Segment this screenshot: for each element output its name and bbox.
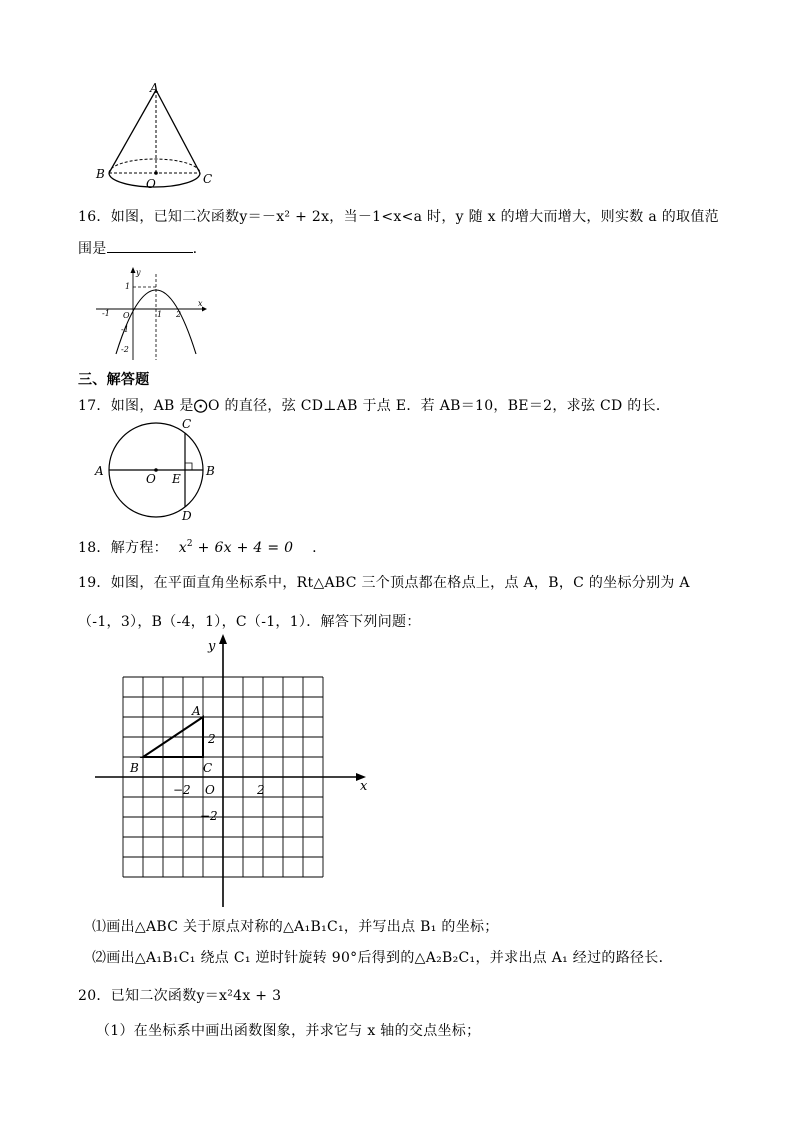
q19-text2: （-1，3），B（-4，1），C（-1，1）．解答下列问题：: [78, 614, 421, 630]
circle-label-a: A: [95, 464, 104, 478]
coordinate-grid: [90, 632, 380, 912]
circle-label-c: C: [182, 417, 192, 431]
q18-prefix: 18．解方程：: [78, 540, 168, 556]
q18-equation-a: x: [178, 540, 187, 556]
graph-label-y1: 1: [125, 282, 131, 291]
circle-figure: [90, 415, 225, 525]
circle-label-e: E: [172, 472, 181, 486]
q18-suffix: .: [312, 540, 317, 556]
cone-figure: [90, 80, 225, 195]
q16-text2-line: [78, 238, 197, 258]
q16-answer-blank: [107, 238, 193, 253]
cone-label-o: O: [146, 177, 156, 191]
graph-label-pos1: 1: [157, 310, 163, 319]
q16-text2: 围是: [78, 241, 107, 257]
q16-text2-end: .: [192, 241, 198, 257]
q17-text: 17．如图，AB 是⨀O 的直径，弦 CD⊥AB 于点 E．若 AB＝10，BE＝2，求弦 CD 的长．: [78, 398, 671, 414]
graph-label-o: O: [123, 311, 130, 320]
grid-label-neg2x: −2: [173, 783, 191, 797]
grid-label-o: O: [205, 783, 215, 797]
circle-label-o: O: [146, 472, 156, 486]
grid-label-a: A: [192, 704, 201, 718]
section-heading: 三、解答题: [78, 372, 150, 388]
grid-label-y: y: [208, 639, 216, 654]
q16-text: 16．如图，已知二次函数y＝－x² + 2x，当－1<x<a 时，y 随 x 的增大而增大，则实数 a 的取值范: [78, 209, 719, 225]
q20-text: 20．已知二次函数y＝x²4x + 3: [78, 988, 282, 1004]
grid-label-b: B: [130, 761, 139, 775]
q20-part1: （1）在坐标系中画出函数图象，并求它与 x 轴的交点坐标；: [96, 1023, 481, 1039]
grid-label-neg2y: −2: [200, 809, 218, 823]
grid-label-x: x: [360, 779, 368, 794]
q19-part2: ⑵画出△A₁B₁C₁ 绕点 C₁ 逆时针旋转 90°后得到的△A₂B₂C₁，并求出点 A₁ 经过的路径长．: [92, 950, 673, 966]
graph-label-y: y: [136, 268, 141, 277]
graph-label-pos2: 2: [176, 310, 182, 319]
grid-label-2y: 2: [208, 732, 216, 746]
graph-label-neg1: -1: [102, 309, 110, 318]
q18-line: [78, 537, 317, 557]
circle-label-b: B: [206, 464, 215, 478]
graph-label-ym2: -2: [121, 345, 129, 354]
grid-label-c: C: [203, 761, 213, 775]
graph-label-ym1: -1: [121, 325, 129, 334]
grid-label-2x: 2: [257, 783, 265, 797]
graph-label-x: x: [198, 299, 203, 308]
q18-exponent: 2: [186, 539, 193, 549]
cone-label-a: A: [150, 81, 159, 95]
q19-part1: ⑴画出△ABC 关于原点对称的△A₁B₁C₁，并写出点 B₁ 的坐标；: [92, 919, 499, 935]
parabola-graph: [94, 264, 208, 362]
q19-text: 19．如图，在平面直角坐标系中，Rt△ABC 三个顶点都在格点上，点 A，B，C 的坐标分别为 A: [78, 575, 690, 591]
circle-label-d: D: [182, 509, 192, 523]
q18-equation-b: + 6x + 4 = 0: [192, 540, 294, 556]
cone-label-c: C: [203, 172, 213, 186]
cone-label-b: B: [96, 167, 105, 181]
